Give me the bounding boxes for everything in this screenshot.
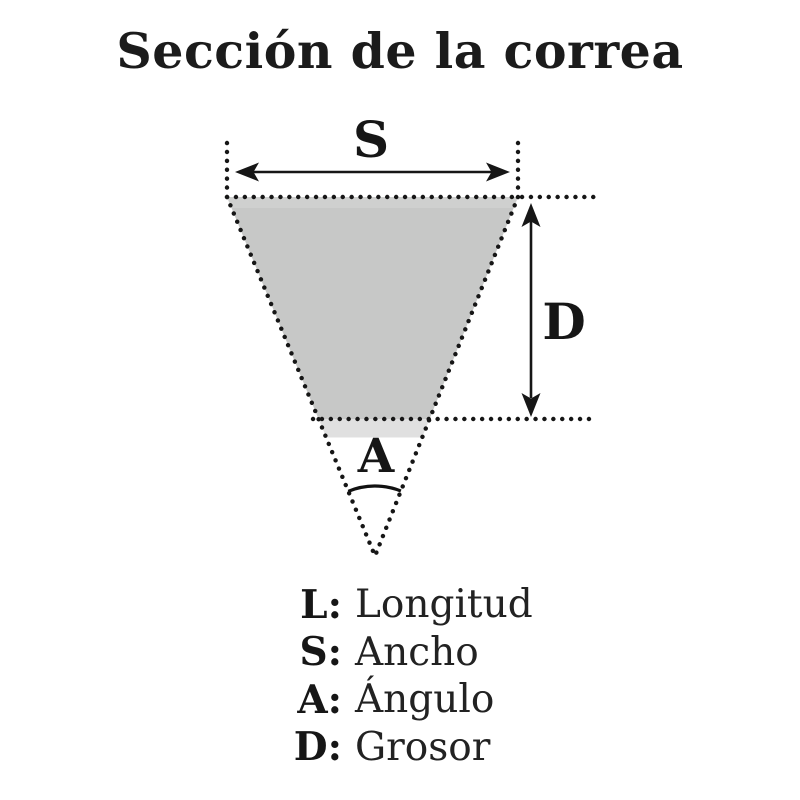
legend-label: Longitud [355, 582, 533, 628]
legend-key: D: [293, 724, 342, 771]
angle-label: A [357, 429, 395, 484]
legend-key: L: [300, 581, 342, 628]
angle-arc [348, 486, 401, 491]
legend-label: Grosor [355, 724, 491, 770]
legend-label: Ancho [355, 629, 479, 675]
depth-label: D [542, 292, 586, 351]
width-label: S [352, 110, 390, 169]
legend-key: S: [299, 629, 342, 676]
legend-label: Ángulo [355, 677, 495, 723]
legend-key: A: [297, 676, 342, 723]
legend [248, 581, 578, 771]
depth-arrow [522, 203, 541, 417]
belt-shape-fill [227, 197, 518, 419]
page-title: Sección de la correa [116, 22, 684, 80]
